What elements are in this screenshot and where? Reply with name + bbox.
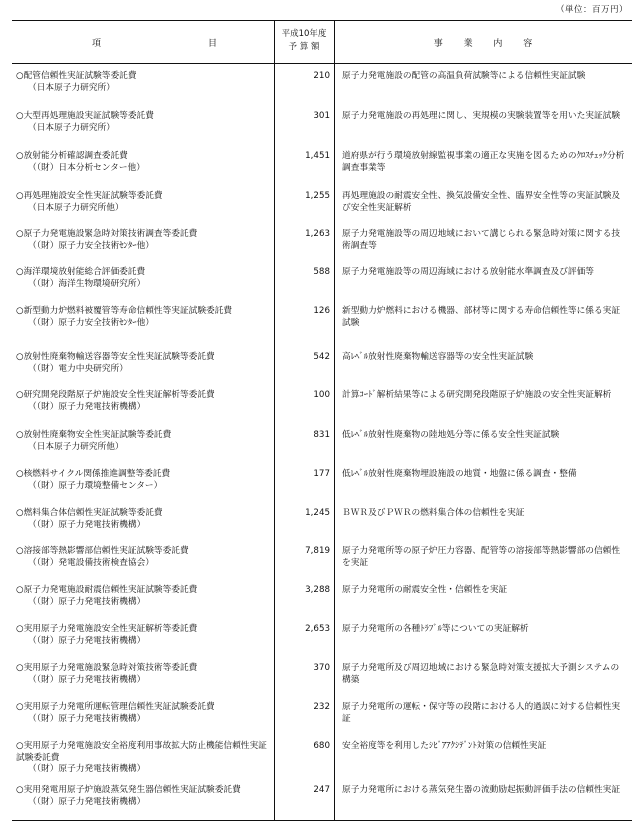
item-cell <box>16 702 270 725</box>
item-organization: （日本原子力研究所他） <box>28 202 124 213</box>
budget-amount: 177 <box>313 469 330 479</box>
item-cell <box>16 469 270 492</box>
project-description: ＢＷＲ及びＰＷＲの燃料集合体の信頼性を実証 <box>342 508 525 518</box>
item-name: ○配管信頼性実証試験等委託費 <box>16 71 137 81</box>
item-name: ○実用発電用原子炉施設蒸気発生器信頼性実証試験委託費 <box>16 785 241 795</box>
item-name: ○放射性廃棄物安全性実証試験等委託費 <box>16 430 172 440</box>
budget-amount: 2,653 <box>305 624 330 634</box>
column-divider <box>334 21 335 820</box>
item-organization: （（財）原子力発電技術機構） <box>28 635 146 646</box>
item-organization: （（財）原子力発電技術機構） <box>28 519 146 530</box>
item-organization: （（財）原子力発電技術機構） <box>28 401 146 412</box>
item-name: ○燃料集合体信頼性実証試験等委託費 <box>16 508 163 518</box>
budget-amount: 301 <box>313 111 330 121</box>
item-name: ○大型再処理施設実証試験等委託費 <box>16 111 154 121</box>
item-name: ○原子力発電施設緊急時対策技術調査等委託費 <box>16 229 198 239</box>
header-amount-year: 平成10年度 <box>281 29 327 39</box>
item-name: ○実用原子力発電所運転管理信頼性実証試験委託費 <box>16 702 215 712</box>
column-divider <box>274 21 275 820</box>
budget-amount: 370 <box>313 663 330 673</box>
item-cell <box>16 71 270 94</box>
project-description: 道府県が行う環境放射線監視事業の適正な実施を図るためのｸﾛｽﾁｪｯｸ分析調査事業等 <box>342 151 625 173</box>
budget-amount: 542 <box>313 352 330 362</box>
project-description: 低ﾚﾍﾞﾙ放射性廃棄物埋設施設の地質・地盤に係る調査・整備 <box>342 469 577 479</box>
project-description: 原子力発電所及び周辺地域における緊急時対策支援拡大予測システムの構築 <box>342 663 620 685</box>
item-name: ○放射能分析確認調査委託費 <box>16 151 128 161</box>
item-name: ○原子力発電施設耐震信頼性実証試験等委託費 <box>16 585 198 595</box>
budget-amount: 7,819 <box>305 546 330 556</box>
item-cell <box>16 352 270 375</box>
budget-amount: 831 <box>313 430 330 440</box>
item-organization: （（財）発電設備技術検査協会） <box>28 557 154 568</box>
item-cell <box>16 508 270 531</box>
budget-amount: 680 <box>313 741 330 751</box>
project-description: 低ﾚﾍﾞﾙ放射性廃棄物の陸地処分等に係る安全性実証試験 <box>342 430 560 440</box>
header-item-char: 目 <box>208 39 218 49</box>
item-organization: （（財）原子力発電技術機構） <box>28 764 146 774</box>
project-description: 原子力発電施設の配管の高温負荷試験等による信頼性実証試験 <box>342 71 586 81</box>
item-cell <box>16 741 270 776</box>
budget-amount: 1,255 <box>305 191 330 201</box>
item-name: ○実用原子力発電施設緊急時対策技術等委託費 <box>16 663 198 673</box>
item-organization: （（財）電力中央研究所） <box>28 363 128 374</box>
project-description: 原子力発電施設等の周辺地域において講じられる緊急時対策に関する技術調査等 <box>342 229 620 251</box>
item-cell <box>16 546 270 569</box>
header-description: 事 業 内 容 <box>433 39 533 49</box>
item-cell <box>16 430 270 453</box>
budget-amount: 1,245 <box>305 508 330 518</box>
item-organization: （（財）原子力発電技術機構） <box>28 796 146 807</box>
item-organization: （（財）原子力安全技術ｾﾝﾀｰ他） <box>28 317 154 328</box>
item-organization: （日本原子力研究所） <box>28 122 115 133</box>
item-name: ○再処理施設安全性実証試験等委託費 <box>16 191 163 201</box>
budget-amount: 588 <box>313 267 330 277</box>
header-item-char: 項 <box>92 39 102 49</box>
item-cell <box>16 624 270 647</box>
item-organization: （（財）原子力発電技術機構） <box>28 713 146 724</box>
project-description: 原子力発電所における蒸気発生器の流動励起振動評価手法の信頼性実証 <box>342 785 620 795</box>
project-description: 再処理施設の耐震安全性、換気設備安全性、臨界安全性等の実証試験及び安全性実証解析 <box>342 191 620 213</box>
header-amount-label: 予 算 額 <box>288 42 320 52</box>
budget-table <box>12 20 632 821</box>
item-name: ○溶接部等熱影響部信頼性実証試験等委託費 <box>16 546 189 556</box>
item-cell <box>16 663 270 686</box>
item-cell <box>16 151 270 174</box>
budget-amount: 1,451 <box>305 151 330 161</box>
budget-amount: 100 <box>313 390 330 400</box>
project-description: 新型動力炉燃料における機器、部材等に関する寿命信頼性等に係る実証試験 <box>342 306 620 328</box>
budget-amount: 126 <box>313 306 330 316</box>
item-organization: （（財）原子力発電技術機構） <box>28 596 146 607</box>
budget-amount: 1,263 <box>305 229 330 239</box>
unit-label: （単位：百万円） <box>555 5 628 15</box>
budget-amount: 247 <box>313 785 330 795</box>
item-name: ○放射性廃棄物輸送容器等安全性実証試験等委託費 <box>16 352 215 362</box>
item-name: ○海洋環境放射能総合評価委託費 <box>16 267 146 277</box>
item-cell <box>16 111 270 134</box>
budget-amount: 3,288 <box>305 585 330 595</box>
item-cell <box>16 585 270 608</box>
project-description: 原子力発電所の耐震安全性・信頼性を実証 <box>342 585 508 595</box>
item-cell <box>16 267 270 290</box>
item-cell <box>16 229 270 252</box>
item-cell <box>16 785 270 808</box>
project-description: 計算ｺｰﾄﾞ解析結果等による研究開発段階原子炉施設の安全性実証解析 <box>342 390 612 400</box>
project-description: 高ﾚﾍﾞﾙ放射性廃棄物輸送容器等の安全性実証試験 <box>342 352 534 362</box>
item-name: ○実用原子力発電施設安全裕度利用事故拡大防止機能信頼性実証試験委託費 <box>16 741 267 763</box>
project-description: 原子力発電施設の再処理に関し、実規模の実験装置等を用いた実証試験 <box>342 111 620 121</box>
project-description: 原子力発電所の各種ﾄﾗﾌﾞﾙ等についての実証解析 <box>342 624 529 634</box>
item-name: ○核燃料サイクル関係推進調整等委託費 <box>16 469 171 479</box>
budget-amount: 210 <box>313 71 330 81</box>
item-cell <box>16 191 270 214</box>
item-organization: （（財）日本分析センター他） <box>28 162 145 173</box>
item-name: ○研究開発段階原子炉施設安全性実証解析等委託費 <box>16 390 215 400</box>
table-header <box>12 21 632 64</box>
item-organization: （（財）原子力発電技術機構） <box>28 674 146 685</box>
project-description: 原子力発電所等の原子炉圧力容器、配管等の溶接部等熱影響部の信頼性を実証 <box>342 546 620 568</box>
item-organization: （日本原子力研究所他） <box>28 441 124 452</box>
item-name: ○新型動力炉燃料被覆管等寿命信頼性等実証試験委託費 <box>16 306 233 316</box>
item-cell <box>16 390 270 413</box>
header-amount <box>274 28 334 54</box>
item-organization: （（財）海洋生物環境研究所） <box>28 278 146 289</box>
item-name: ○実用原子力発電施設安全性実証解析等委託費 <box>16 624 198 634</box>
item-cell <box>16 306 270 329</box>
budget-amount: 232 <box>313 702 330 712</box>
item-organization: （（財）原子力安全技術ｾﾝﾀｰ他） <box>28 240 154 251</box>
project-description: 安全裕度等を利用したｼﾋﾞｱｱｸｼﾃﾞﾝﾄ対策の信頼性実証 <box>342 741 547 751</box>
project-description: 原子力発電所の運転・保守等の段階における人的過誤に対する信頼性実証 <box>342 702 620 724</box>
project-description: 原子力発電施設等の周辺海域における放射能水準調査及び評価等 <box>342 267 594 277</box>
item-organization: （日本原子力研究所） <box>28 82 115 93</box>
item-organization: （（財）原子力環境整備センター） <box>28 480 163 491</box>
